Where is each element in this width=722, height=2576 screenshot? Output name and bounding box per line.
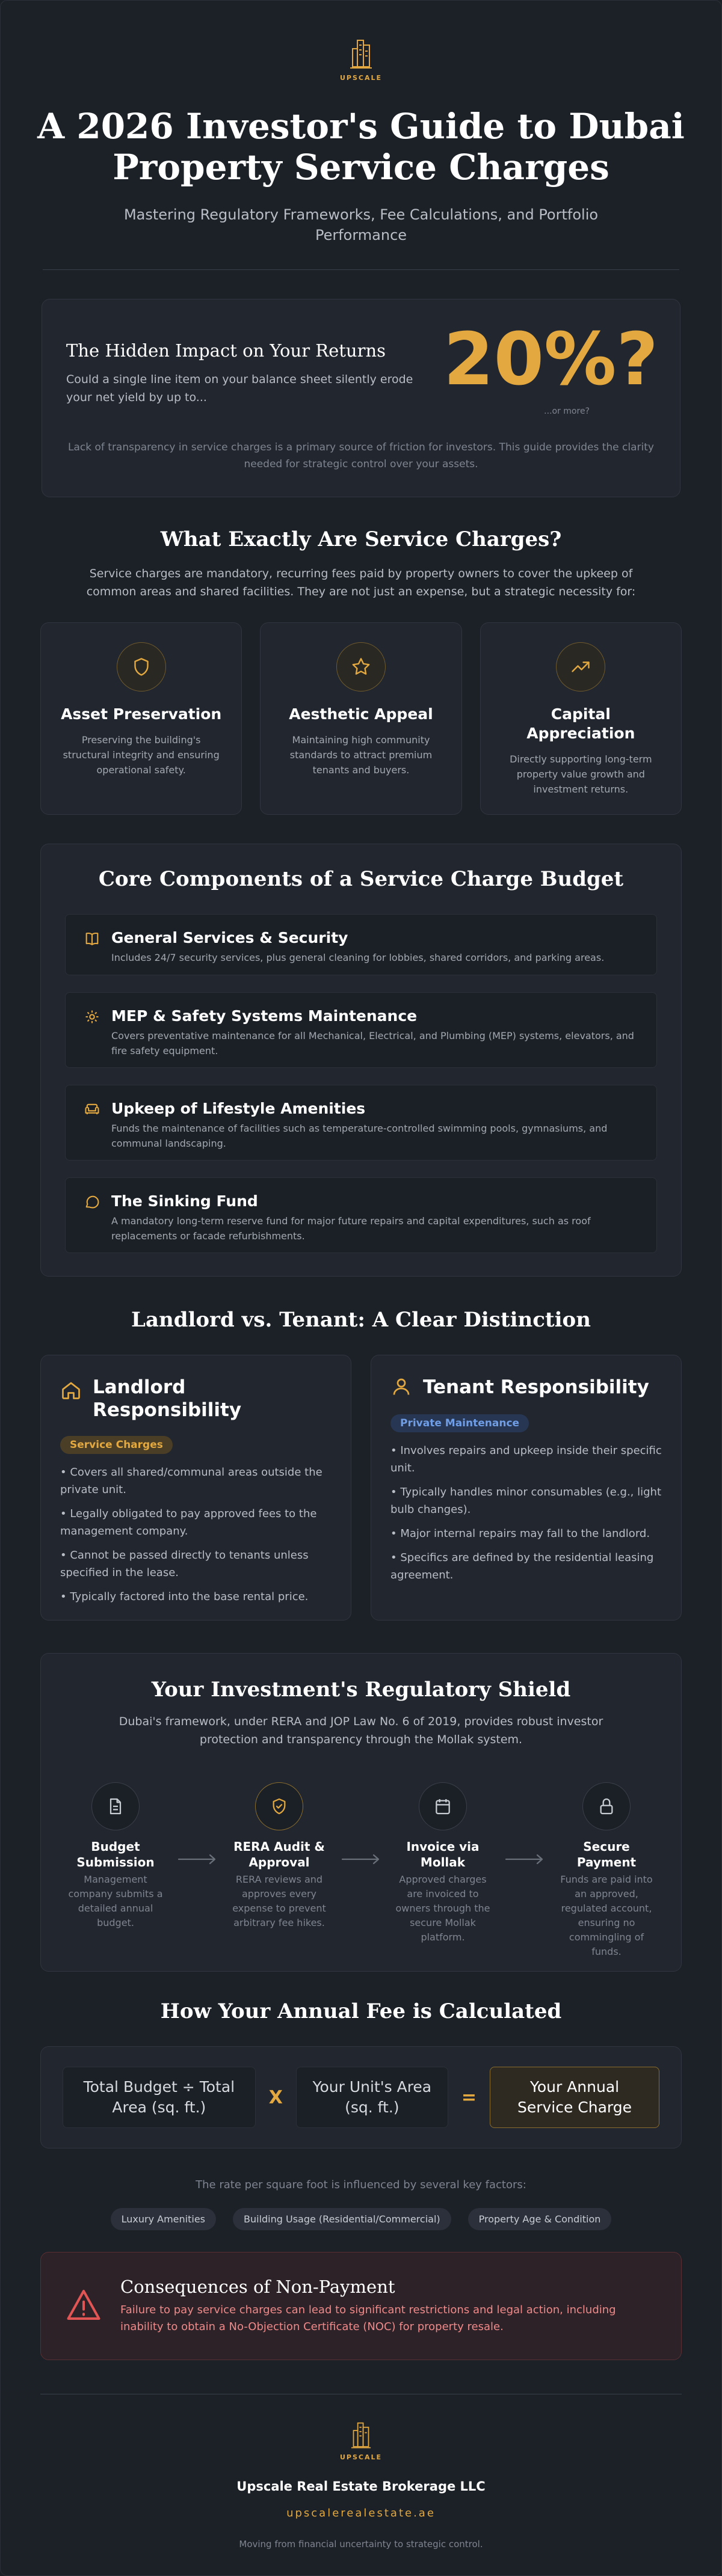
- factor-pill: Luxury Amenities: [111, 2208, 216, 2230]
- core-item-text: Includes 24/7 security services, plus general cleaning for lobbies, shared corridors, and parking areas.: [111, 952, 605, 963]
- website-link[interactable]: upscalerealestate.ae: [286, 2507, 436, 2519]
- shield-section-title: Your Investment's Regulatory Shield: [151, 1678, 571, 1702]
- landlord-title: Landlord Responsibility: [93, 1376, 242, 1421]
- benefit-card-aesthetic-appeal: [260, 622, 461, 815]
- process-steps: [65, 1782, 657, 1959]
- sofa-icon: [84, 1101, 102, 1160]
- warning-icon: [65, 2288, 102, 2324]
- impact-title: The Hidden Impact on Your Returns: [66, 340, 386, 361]
- star-icon: [336, 642, 386, 692]
- core-item-title: The Sinking Fund: [111, 1192, 258, 1210]
- arrow-right-icon: [501, 1853, 549, 1865]
- list-item: • Specifics are defined by the residential leasing agreement.: [390, 1549, 662, 1584]
- core-item-general-services: [65, 914, 657, 975]
- core-item-sinking-fund: [65, 1177, 657, 1253]
- benefit-title: Capital Appreciation: [526, 705, 635, 742]
- step-secure-payment: [556, 1782, 657, 1959]
- calc-section-title: How Your Annual Fee is Calculated: [160, 1999, 562, 2023]
- book-icon: [84, 930, 102, 975]
- landlord-list: [60, 1464, 332, 1605]
- landlord-card: [40, 1355, 351, 1621]
- step-title: Secure Payment: [576, 1839, 637, 1869]
- step-text: RERA reviews and approves every expense to prevent arbitrary fee hikes.: [232, 1874, 326, 1928]
- step-text: Approved charges are invoiced to owners through the secure Mollak platform.: [395, 1874, 490, 1943]
- impact-stat-note: ...or more?: [544, 406, 590, 416]
- building-logo-icon: [349, 38, 373, 72]
- what-section-title: What Exactly Are Service Charges?: [160, 527, 562, 551]
- core-item-title: Upkeep of Lifestyle Amenities: [111, 1100, 366, 1117]
- core-item-text: Funds the maintenance of facilities such as temperature-controlled swimming pools, gymnasiums, and communal landscaping.: [111, 1123, 608, 1149]
- benefit-text: Maintaining high community standards to attract premium tenants and buyers.: [289, 734, 433, 776]
- step-title: RERA Audit & Approval: [233, 1839, 325, 1869]
- list-item: • Typically handles minor consumables (e.g., light bulb changes).: [390, 1483, 662, 1518]
- impact-stat: 20%?: [443, 318, 658, 402]
- list-item: • Typically factored into the base rental price.: [60, 1588, 332, 1605]
- responsibility-cards: [40, 1355, 682, 1621]
- step-title: Invoice via Mollak: [406, 1839, 480, 1869]
- landlord-badge: Service Charges: [60, 1436, 173, 1454]
- cog-icon: [84, 1008, 102, 1067]
- step-invoice-mollak: [392, 1782, 493, 1945]
- page-title: A 2026 Investor's Guide to Dubai Property Service Charges: [37, 106, 685, 188]
- impact-text: Could a single line item on your balance sheet silently erode your net yield by up to...: [66, 373, 413, 404]
- what-section-text: Service charges are mandatory, recurring fees paid by property owners to cover the upkeep of common areas and shared facilities. They are not just an expense, but a strategic necessity for:: [86, 567, 636, 598]
- arrow-right-icon: [173, 1853, 221, 1865]
- core-item-title: MEP & Safety Systems Maintenance: [111, 1007, 418, 1025]
- formula-unit-area: Your Unit's Area (sq. ft.): [296, 2067, 448, 2128]
- benefit-text: Preserving the building's structural integrity and ensuring operational safety.: [63, 734, 220, 776]
- trend-up-icon: [556, 642, 605, 692]
- building-logo-icon: [350, 2421, 372, 2451]
- document-icon: [91, 1782, 140, 1830]
- lock-icon: [582, 1782, 631, 1830]
- footer-logo-wordmark: UPSCALE: [339, 2453, 383, 2461]
- step-text: Funds are paid into an approved, regulated account, ensuring no commingling of funds.: [560, 1874, 653, 1957]
- benefit-card-capital-appreciation: [480, 622, 682, 815]
- lt-section-title: Landlord vs. Tenant: A Clear Distinction: [131, 1308, 591, 1332]
- tenant-list: [390, 1442, 662, 1584]
- tenant-card: [371, 1355, 682, 1621]
- brand-logo: [1, 1, 721, 82]
- company-name: Upscale Real Estate Brokerage LLC: [236, 2479, 486, 2494]
- header-divider: [43, 269, 679, 270]
- core-item-mep: [65, 992, 657, 1068]
- benefit-title: Aesthetic Appeal: [289, 705, 433, 723]
- list-item: • Covers all shared/communal areas outside the private unit.: [60, 1464, 332, 1498]
- chat-icon: [84, 1194, 102, 1253]
- user-icon: [390, 1376, 412, 1400]
- non-payment-warning: [40, 2252, 682, 2360]
- list-item: • Major internal repairs may fall to the landlord.: [390, 1525, 662, 1542]
- warning-title: Consequences of Non-Payment: [120, 2277, 395, 2297]
- shield-check-icon: [255, 1782, 303, 1830]
- core-item-title: General Services & Security: [111, 929, 348, 946]
- formula-multiply: X: [268, 2087, 283, 2108]
- core-section-title: Core Components of a Service Charge Budget: [98, 867, 624, 891]
- formula-equals: =: [461, 2087, 477, 2108]
- step-text: Management company submits a detailed annual budget.: [68, 1874, 163, 1928]
- list-item: • Cannot be passed directly to tenants unless specified in the lease.: [60, 1547, 332, 1581]
- footer-tagline: Moving from financial uncertainty to strategic control.: [239, 2539, 483, 2550]
- step-title: Budget Submission: [76, 1839, 155, 1869]
- list-item: • Involves repairs and upkeep inside their specific unit.: [390, 1442, 662, 1477]
- tenant-badge: Private Maintenance: [390, 1414, 529, 1432]
- benefit-cards: [40, 622, 682, 815]
- home-icon: [60, 1379, 82, 1403]
- impact-footnote: Lack of transparency in service charges is a primary source of friction for investors. This guide provides the clarity needed for strategic control over your assets.: [68, 441, 654, 470]
- core-item-text: A mandatory long-term reserve fund for major future repairs and capital expenditures, such as roof replacements or facade refurbishments.: [111, 1215, 591, 1242]
- step-rera-audit: [229, 1782, 330, 1930]
- formula-result: Your Annual Service Charge: [490, 2067, 659, 2128]
- list-item: • Legally obligated to pay approved fees to the management company.: [60, 1505, 332, 1540]
- tenant-title: Tenant Responsibility: [423, 1376, 649, 1398]
- fee-formula: [40, 2046, 682, 2148]
- arrow-right-icon: [337, 1853, 385, 1865]
- impact-card: [42, 299, 680, 497]
- formula-rate: Total Budget ÷ Total Area (sq. ft.): [63, 2067, 256, 2128]
- benefit-card-asset-preservation: [40, 622, 242, 815]
- benefit-text: Directly supporting long-term property value growth and investment returns.: [510, 753, 652, 795]
- core-item-amenities: [65, 1085, 657, 1161]
- factors-note: The rate per square foot is influenced by several key factors:: [196, 2179, 526, 2191]
- logo-wordmark: UPSCALE: [339, 74, 383, 82]
- warning-text: Failure to pay service charges can lead to significant restrictions and legal action, including inability to obtain a No-Objection Certificate (NOC) for property resale.: [120, 2304, 616, 2333]
- footer: [40, 2394, 682, 2550]
- calendar-icon: [419, 1782, 467, 1830]
- core-components-card: [40, 844, 682, 1277]
- factor-pill: Building Usage (Residential/Commercial): [233, 2208, 451, 2230]
- shield-section-text: Dubai's framework, under RERA and JOP Law No. 6 of 2019, provides robust investor protection and transparency through the Mollak system.: [119, 1715, 603, 1746]
- factor-pills: [1, 2208, 721, 2230]
- factor-pill: Property Age & Condition: [468, 2208, 612, 2230]
- benefit-title: Asset Preservation: [61, 705, 222, 723]
- core-item-text: Covers preventative maintenance for all Mechanical, Electrical, and Plumbing (MEP) systems, elevators, and fire safety equipment.: [111, 1030, 634, 1056]
- step-budget-submission: [65, 1782, 166, 1930]
- page-subtitle: Mastering Regulatory Frameworks, Fee Calculations, and Portfolio Performance: [123, 206, 599, 244]
- regulatory-shield-card: [40, 1653, 682, 1972]
- shield-icon: [117, 642, 166, 692]
